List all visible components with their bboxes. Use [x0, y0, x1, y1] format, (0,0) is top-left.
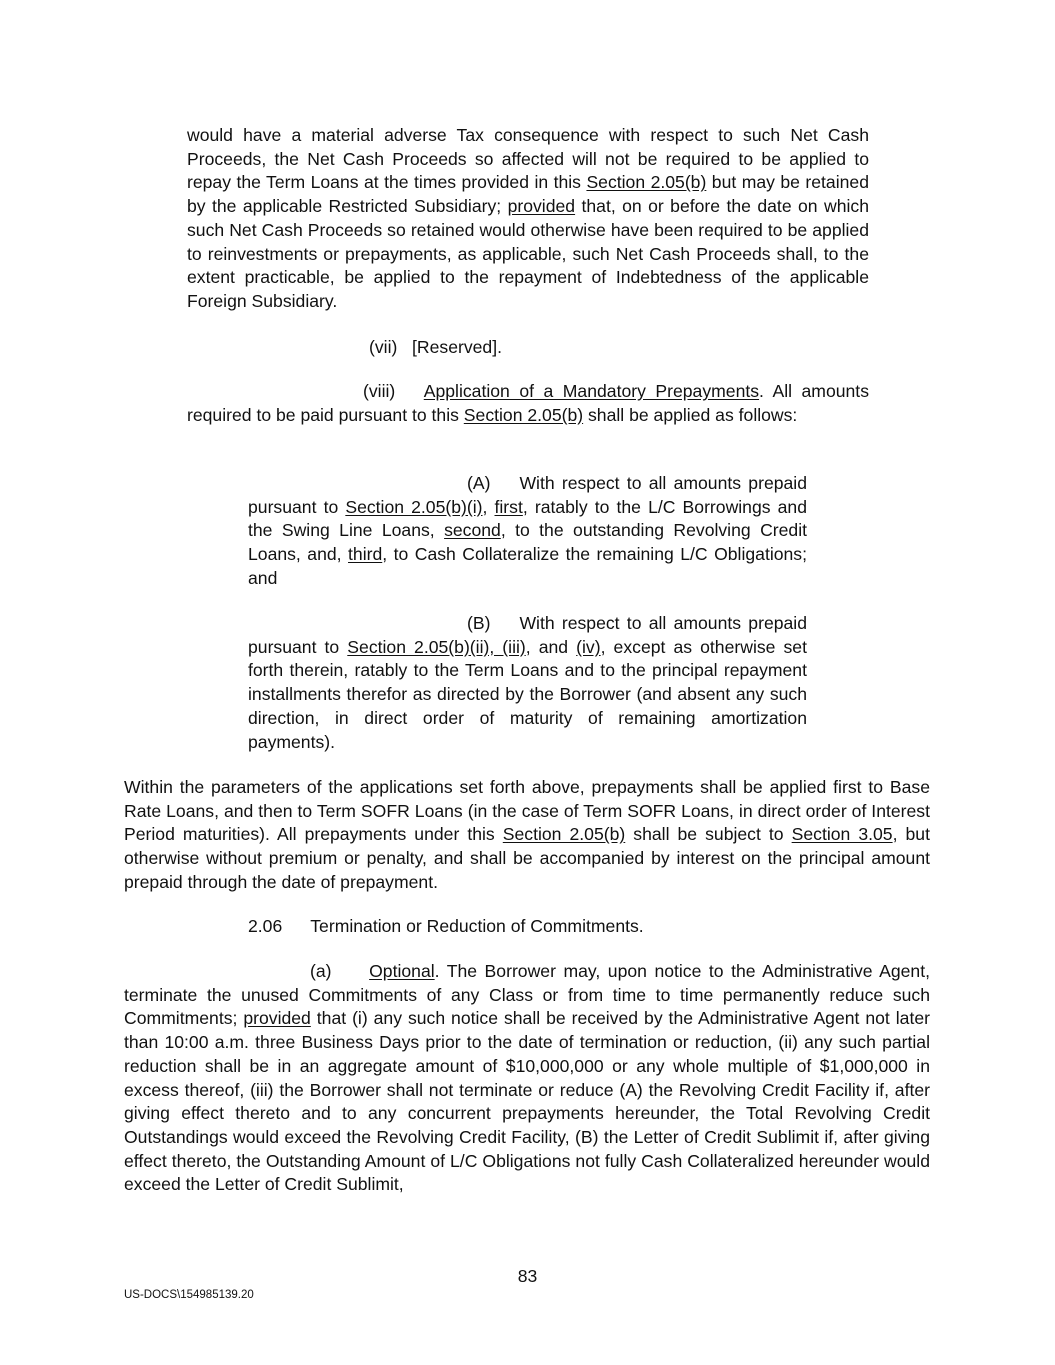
item-number: (vii): [369, 337, 398, 357]
paragraph-net-cash-proceeds: would have a material adverse Tax consequence with respect to such Net Cash Proceeds, the Net Cash Proceeds so affected will not be required to be applied to repay the Term Loans at the times provided in this Section 2.05(b) but may be retained by the applicable Restricted Subsidiary; provided that, on or before the date on which such Net Cash Proceeds so retained would otherwise have been required to be applied to reinvestments or prepayments, as applicable, such Net Cash Proceeds shall, to the extent practicable, be applied to the repayment of Indebtedness of the applicable Foreign Subsidiary.: [187, 125, 869, 311]
section-ref-link: Section 2.05(b): [502, 824, 626, 845]
item-vii: [369, 336, 502, 360]
item-number: (viii): [363, 381, 396, 401]
section-heading-2-06: [248, 915, 644, 939]
section-ref-link: Section 2.05(b)(i): [345, 496, 483, 517]
second-term: second: [444, 520, 501, 541]
section-ref-link: Section 3.05: [791, 824, 893, 845]
provided-term: provided: [243, 1008, 311, 1029]
sub-item-A: (A) With respect to all amounts prepaid pursuant to Section 2.05(b)(i), first, ratably to the L/C Borrowings and the Swing Line Loans, second, to the outstanding Revolving Credit Loans, and, third, to Cash Collateralize the remaining L/C Obligations; and: [248, 473, 807, 588]
item-number: (a): [310, 961, 332, 981]
item-viii: (viii) Application of a Mandatory Prepayments. All amounts required to be paid pursuant to this Section 2.05(b) shall be applied as follows:: [187, 381, 869, 425]
third-term: third: [348, 544, 383, 565]
provided-term: provided: [507, 196, 576, 217]
section-ref-link: Section 2.05(b): [586, 172, 707, 193]
sub-item-B: (B) With respect to all amounts prepaid pursuant to Section 2.05(b)(ii), (iii), and (iv), except as otherwise set forth therein, ratably to the Term Loans and to the principal repayment installments therefor as directed by the Borrower (and absent any such direction, in direct order of maturity of remaining amortization payments).: [248, 613, 807, 752]
item-heading: Application of a Mandatory Prepayments: [423, 381, 760, 401]
section-ref-link: Section 2.05(b)(ii), (iii): [347, 636, 526, 657]
item-text: [Reserved].: [412, 337, 502, 357]
first-term: first: [494, 496, 523, 517]
page-number: 83: [517, 1266, 538, 1286]
section-number: 2.06: [248, 916, 283, 936]
item-number: (B): [467, 613, 491, 633]
item-a-optional: (a) Optional. The Borrower may, upon notice to the Administrative Agent, terminate the unused Commitments of any Class or from time to time permanently reduce such Commitments; provided that (i) any such notice shall be received by the Administrative Agent not later than 10:00 a.m. three Business Days prior to the date of termination or reduction, (ii) any such partial reduction shall be in an aggregate amount of $10,000,000 or any whole multiple of $1,000,000 in excess thereof, (iii) the Borrower shall not terminate or reduce (A) the Revolving Credit Facility if, after giving effect thereto and to any concurrent prepayments hereunder, the Total Revolving Credit Outstandings would exceed the Revolving Credit Facility, (B) the Letter of Credit Sublimit if, after giving effect thereto, the Outstanding Amount of L/C Obligations not fully Cash Collateralized hereunder would exceed the Letter of Credit Sublimit,: [124, 961, 930, 1195]
document-id: US-DOCS\154985139.20: [124, 1289, 254, 1301]
item-heading: Optional: [369, 961, 435, 981]
section-title: Termination or Reduction of Commitments.: [310, 916, 644, 936]
section-ref-link: Section 2.05(b): [463, 404, 584, 425]
paragraph-within-parameters: Within the parameters of the applications set forth above, prepayments shall be applied first to Base Rate Loans, and then to Term SOFR Loans (in the case of Term SOFR Loans, in direct order of Interest Period maturities). All prepayments under this Section 2.05(b) shall be subject to Section 3.05, but otherwise without premium or penalty, and shall be accompanied by interest on the principal amount prepaid through the date of prepayment.: [124, 777, 930, 892]
item-number: (A): [467, 473, 491, 493]
section-ref-link: (iv): [576, 636, 601, 657]
